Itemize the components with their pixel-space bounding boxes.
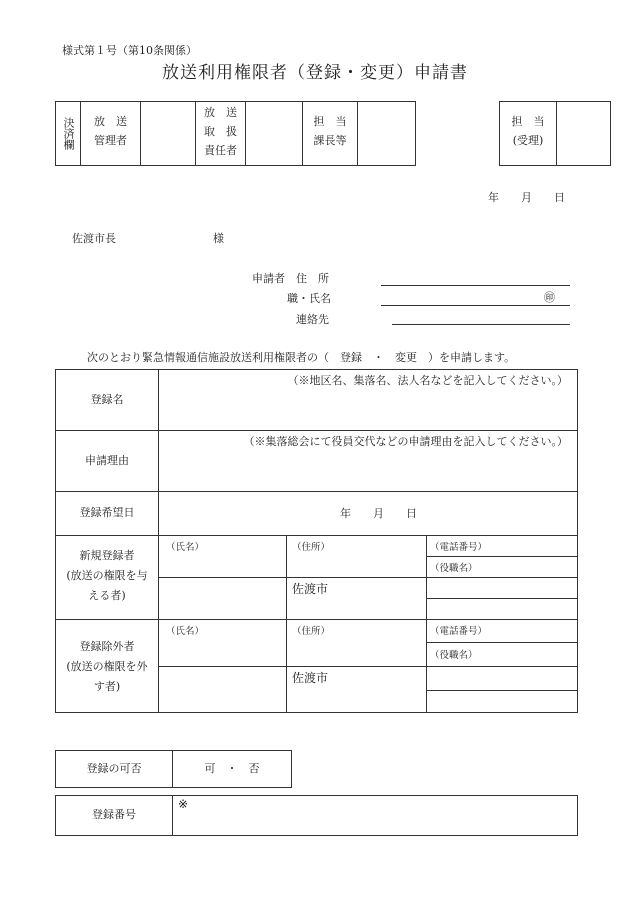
broadcast-manager-label-2: 管理者 [94,134,127,147]
desired-date-label: 登録希望日 [79,506,135,520]
registration-name-label: 登録名 [90,392,124,406]
registration-name-field[interactable] [160,390,576,428]
application-date: 年 月 日 [488,191,565,204]
section-chief-label-2: 課長等 [313,134,347,147]
reason-label: 申請理由 [85,453,129,467]
removed-registrant-sublabel-2: す者) [93,680,121,693]
removed-role-header: （役職名） [430,650,478,661]
removed-registrant-sublabel-1: (放送の権限を外 [66,660,148,673]
new-registrant-sublabel-2: える者) [88,589,126,602]
addressee-honorific: 様 [213,232,224,245]
new-address-header: （住所） [292,542,331,553]
receipt-label-1: 担 当 [511,115,545,128]
removed-registrant-label: 登録除外者 [79,640,135,653]
applicant-address-label: 申請者 住 所 [252,272,329,285]
applicant-name-label: 職・氏名 [287,292,331,305]
new-name-header: （氏名） [166,542,205,553]
new-registrant-label: 新規登録者 [79,549,135,562]
removed-name-header: （氏名） [166,626,205,637]
new-role-header: （役職名） [430,563,478,574]
applicant-name-field[interactable] [381,305,570,306]
applicant-contact-field[interactable] [392,324,570,325]
new-phone-header: （電話番号） [430,542,488,553]
broadcast-handler-label-3: 責任者 [204,144,237,157]
registration-number-label: 登録番号 [92,808,136,822]
application-statement: 次のとおり緊急情報通信施設放送利用権限者の（ 登録 ・ 変更 ）を申請します。 [87,351,516,364]
registration-number-mark: ※ [178,797,189,811]
removed-address-city: 佐渡市 [292,671,329,685]
page-title: 放送利用権限者（登録・変更）申請書 [162,63,468,83]
settlement-label: 決済欄 [62,117,75,150]
reason-field[interactable] [160,451,576,489]
reason-note: （※集落総会にて役員交代などの申請理由を記入してください。） [243,435,568,448]
approval-result-label: 登録の可否 [86,761,142,775]
registration-name-note: （※地区名、集落名、法人名などを記入してください。） [287,374,568,387]
form-number-label: 様式第１号（第10条関係） [62,44,197,57]
broadcast-handler-label-1: 放 送 [204,106,237,119]
broadcast-manager-label-1: 放 送 [94,115,127,128]
approval-result-value: 可 ・ 否 [204,761,260,775]
broadcast-handler-label-2: 取 扱 [204,125,237,138]
new-address-city: 佐渡市 [292,582,329,596]
seal-mark: ㊞ [544,291,555,304]
receipt-label-2: (受理) [512,134,544,147]
addressee: 佐渡市長 [72,232,116,245]
applicant-contact-label: 連絡先 [296,313,329,326]
removed-address-header: （住所） [292,626,331,637]
new-registrant-sublabel-1: (放送の権限を与 [66,569,148,582]
removed-phone-header: （電話番号） [430,626,488,637]
desired-date-field[interactable]: 年 月 日 [340,507,417,520]
section-chief-label-1: 担 当 [313,115,347,128]
applicant-address-field[interactable] [381,285,570,286]
